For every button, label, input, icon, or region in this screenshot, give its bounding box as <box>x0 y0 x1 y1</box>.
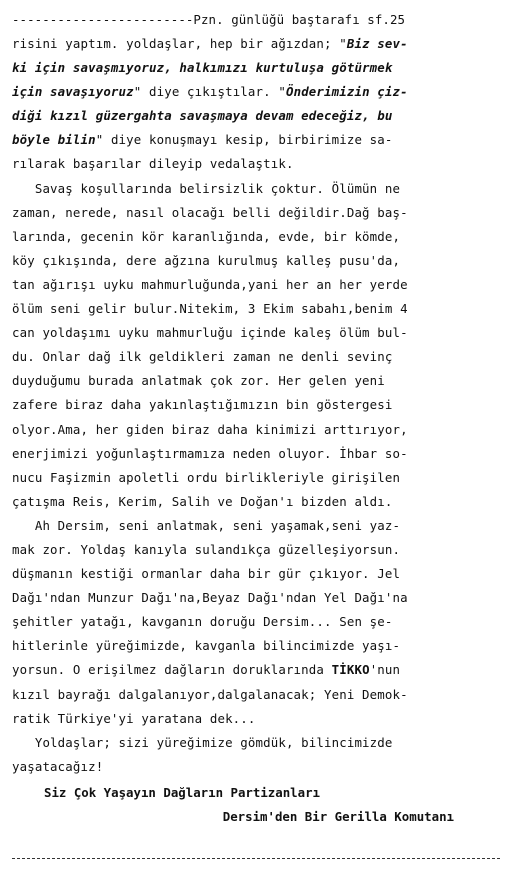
text-line <box>12 490 500 514</box>
emphasized-text: böyle bilin <box>12 132 96 148</box>
emphasized-text: Önderimizin çiz- <box>285 84 408 100</box>
text-line <box>12 610 500 634</box>
text-segment: zafere biraz daha yakınlaştığımızın bin göstergesi <box>12 397 393 413</box>
text-line <box>12 273 500 297</box>
text-line <box>12 562 500 586</box>
text-line <box>12 128 500 152</box>
text-segment: risini yaptım. yoldaşlar, hep bir ağızdan; " <box>12 36 347 51</box>
text-segment: " diye çıkıştılar. " <box>133 84 286 100</box>
text-line <box>12 707 500 731</box>
text-segment: rılarak başarılar dileyip vedalaştık. <box>12 156 294 172</box>
text-segment: enerjimizi yoğunlaştırmamıza neden oluyor. İhbar so- <box>12 445 408 461</box>
text-line <box>12 634 500 658</box>
continuation-header: ------------------------Pzn. günlüğü baştarafı sf.25 <box>12 12 406 27</box>
text-line <box>12 731 500 755</box>
text-segment: " diye konuşmayı kesip, birbirimize sa- <box>95 132 393 148</box>
text-segment: nucu Faşizmin apoletli ordu birlikleriyle girişilen <box>12 469 401 485</box>
emphasized-text: için savaşıyoruz <box>12 84 134 100</box>
text-segment: duyduğumu burada anlatmak çok zor. Her gelen yeni <box>12 373 385 389</box>
text-line <box>12 80 500 104</box>
body-text <box>12 32 500 779</box>
text-segment: du. Onlar dağ ilk geldikleri zaman ne denli sevinç <box>12 349 393 365</box>
signature-line-2: Dersim'den Bir Gerilla Komutanı <box>222 808 454 824</box>
text-line <box>12 466 500 490</box>
text-segment: Ah Dersim, seni anlatmak, seni yaşamak,seni yaz- <box>12 517 401 533</box>
text-line <box>12 393 500 417</box>
text-line <box>12 658 500 682</box>
text-segment: can yoldaşımı uyku mahmurluğu içinde kaleş ölüm bul- <box>12 325 408 341</box>
text-line <box>12 755 500 779</box>
text-segment: düşmanın kestiği ormanlar daha bir gür çıkıyor. Jel <box>12 566 401 582</box>
text-segment: hitlerinle yüreğimizde, kavganla bilincimizde yaşı- <box>12 638 401 654</box>
text-line <box>12 321 500 345</box>
bottom-divider <box>12 858 500 859</box>
emphasized-text: ki için savaşmıyoruz, halkımızı kurtuluşa götürmek <box>12 60 393 76</box>
text-segment: köy çıkışında, dere ağzına kurulmuş kalleş pusu'da, <box>12 252 401 268</box>
text-segment: Savaş koşullarında belirsizlik çoktur. Ölümün ne <box>12 180 401 196</box>
text-line <box>12 32 500 56</box>
text-line <box>12 225 500 249</box>
signature-line-1: Siz Çok Yaşayın Dağların Partizanları <box>44 784 321 800</box>
emphasized-text: Biz sev- <box>346 36 408 51</box>
text-segment: ratik Türkiye'yi yaratana dek... <box>12 710 256 726</box>
text-line <box>12 586 500 610</box>
text-line <box>12 56 500 80</box>
text-line <box>12 442 500 466</box>
text-line <box>12 177 500 201</box>
text-segment: çatışma Reis, Kerim, Salih ve Doğan'ı bizden aldı. <box>12 493 393 509</box>
text-line <box>12 201 500 225</box>
text-segment: larında, gecenin kör karanlığında, evde, bir kömde, <box>12 228 401 244</box>
text-segment: Dağı'ndan Munzur Dağı'na,Beyaz Dağı'ndan Yel Dağı'na <box>12 590 408 606</box>
text-segment: mak zor. Yoldaş kanıyla sulandıkça güzelleşiyorsun. <box>12 541 401 557</box>
text-segment: zaman, nerede, nasıl olacağı belli değildir.Dağ baş- <box>12 204 408 220</box>
text-segment: yorsun. O erişilmez dağların doruklarında <box>12 662 332 678</box>
text-line <box>12 369 500 393</box>
text-line <box>12 345 500 369</box>
text-segment: şehitler yatağı, kavganın doruğu Dersim... Sen şe- <box>12 614 393 630</box>
text-line <box>12 297 500 321</box>
text-segment: Yoldaşlar; sizi yüreğimize gömdük, bilincimizde <box>12 734 393 750</box>
text-segment: olyor.Ama, her giden biraz daha kinimizi arttırıyor, <box>12 421 408 437</box>
text-line <box>12 152 500 176</box>
emphasized-text: TİKKO <box>331 662 370 678</box>
text-line <box>12 249 500 273</box>
text-line <box>12 538 500 562</box>
text-line <box>12 683 500 707</box>
text-line <box>12 514 500 538</box>
text-segment: tan ağırışı uyku mahmurluğunda,yani her an her yerde <box>12 276 408 292</box>
text-line <box>12 418 500 442</box>
text-segment: kızıl bayrağı dalgalanıyor,dalgalanacak; Yeni Demok- <box>12 686 408 702</box>
text-line <box>12 104 500 128</box>
text-segment: 'nun <box>369 662 401 678</box>
text-segment: yaşatacağız! <box>12 758 104 774</box>
text-segment: ölüm seni gelir bulur.Nitekim, 3 Ekim sabahı,benim 4 <box>12 301 408 317</box>
document-page <box>12 8 500 829</box>
emphasized-text: diği kızıl güzergahta savaşmaya devam edeceğiz, bu <box>12 108 393 124</box>
